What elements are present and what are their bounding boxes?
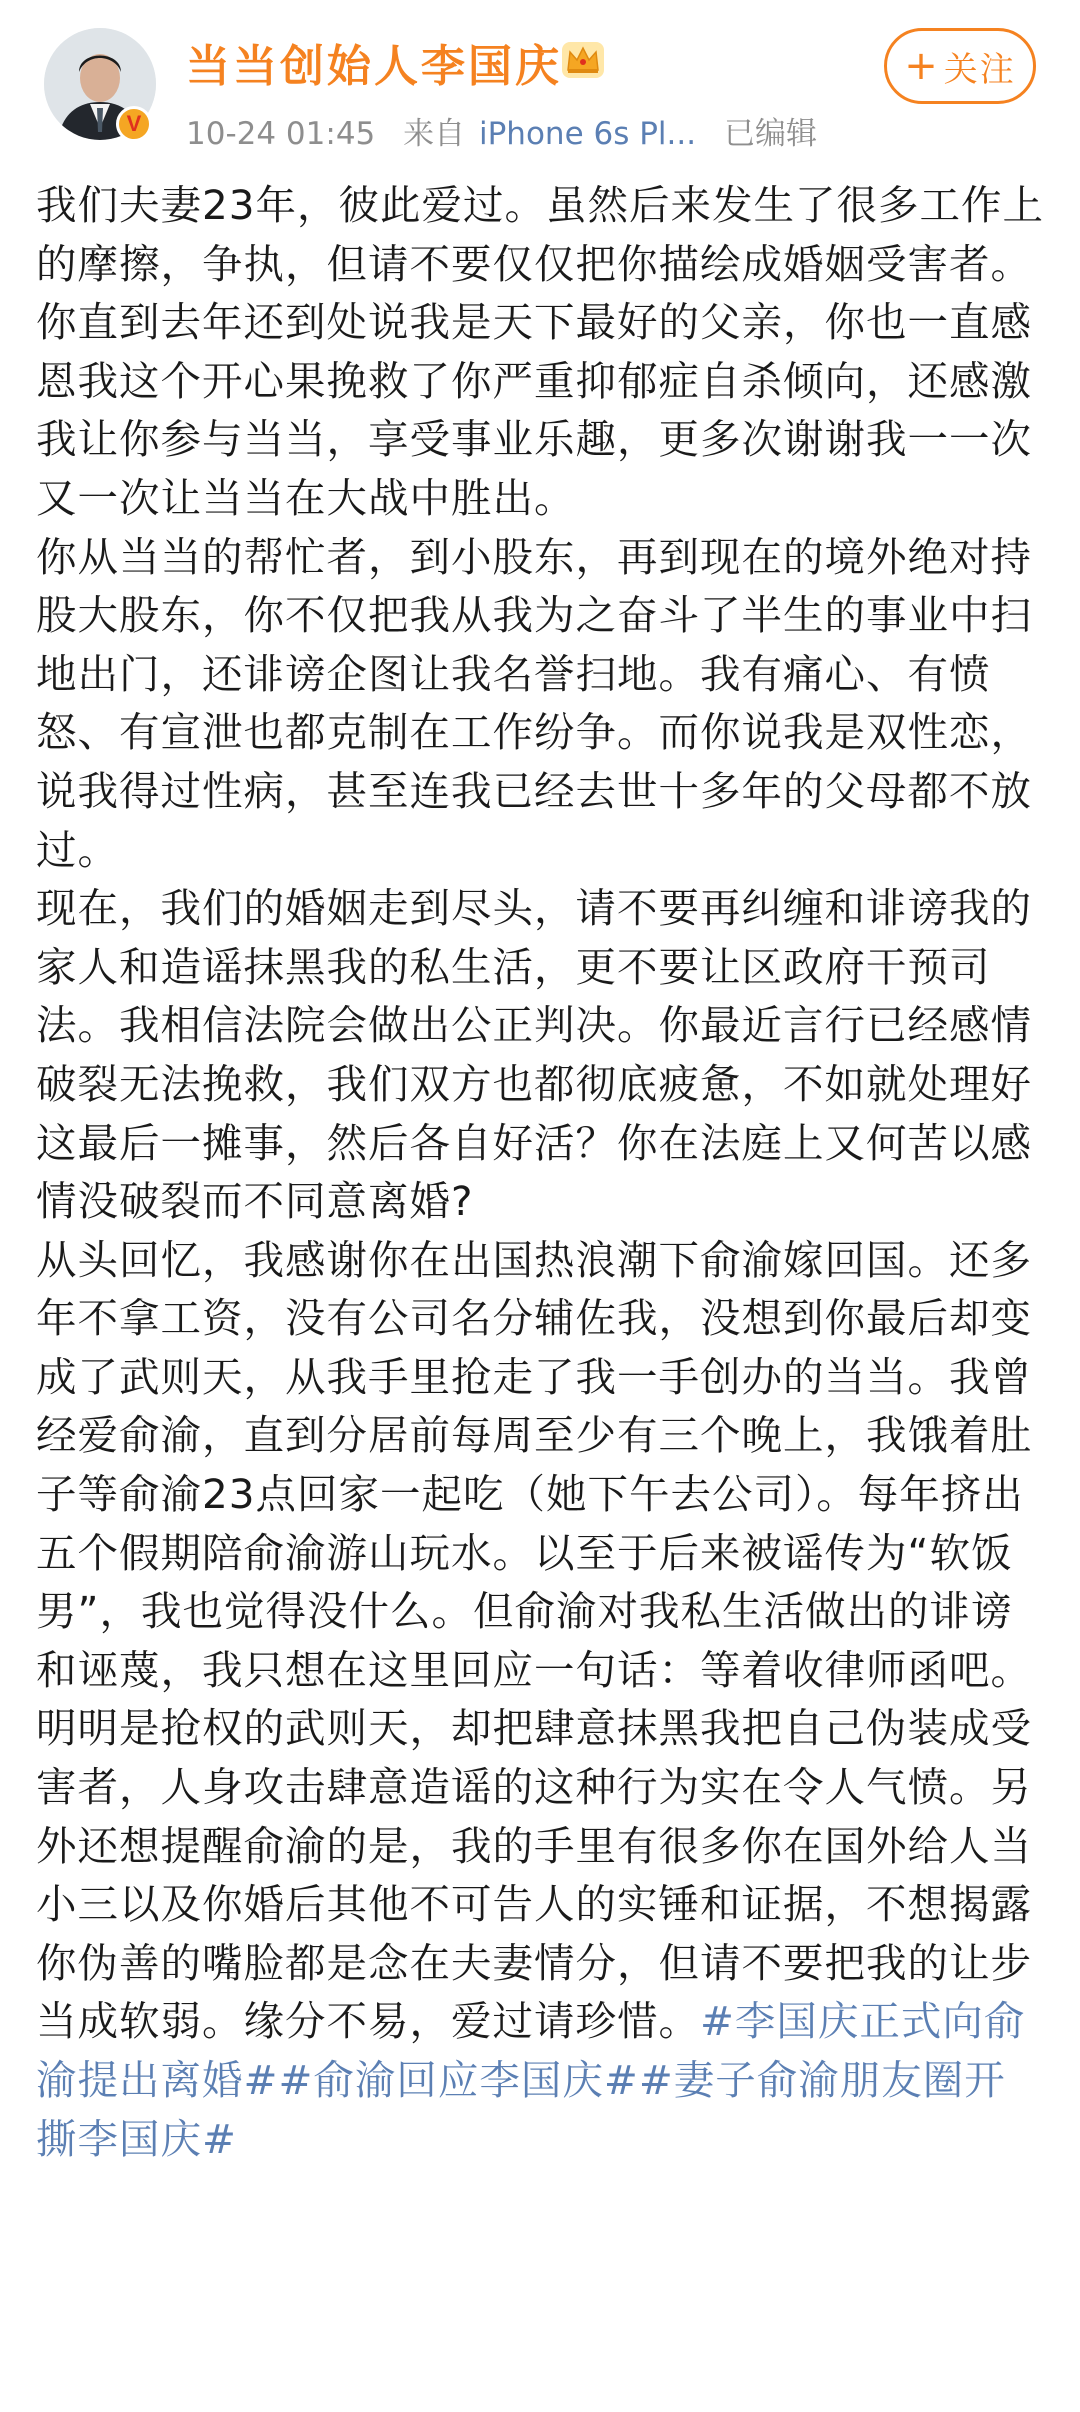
source-prefix: 来自 — [403, 116, 466, 152]
post-paragraph: 我们夫妻23年，彼此爱过。虽然后来发生了很多工作上的摩擦，争执，但请不要仅仅把你描绘成婚姻受害者。你直到去年还到处说我是天下最好的父亲，你也一直感恩我这个开心果挽救了你严重抑郁症自杀倾向，还感激我让你参与当当，享受事业乐趣，更多次谢谢我一一次又一次让当当在大战中胜出。 — [36, 181, 1045, 522]
plus-icon: + — [904, 43, 940, 89]
edited-label[interactable]: 已编辑 — [723, 116, 817, 152]
follow-label: 关注 — [943, 49, 1016, 90]
post-header — [0, 0, 1080, 165]
hashtag-link[interactable]: #妻子俞渝朋友圈开撕李国庆# — [36, 2056, 1006, 2163]
timestamp: 10-24 01:45 — [186, 116, 376, 152]
post-paragraph: 现在，我们的婚姻走到尽头，请不要再纠缠和诽谤我的家人和造谣抹黑我的私生活，更不要让区政府干预司法。我相信法院会做出公正判决。你最近言行已经感情破裂无法挽救，我们双方也都彻底疲惫，不如就处理好这最后一摊事，然后各自好活？你在法庭上又何苦以感情没破裂而不同意离婚? — [36, 884, 1032, 1226]
post-body — [36, 176, 1046, 2168]
post-paragraph: 你从当当的帮忙者，到小股东，再到现在的境外绝对持股大股东，你不仅把我从我为之奋斗了半生的事业中扫地出门，还诽谤企图让我名誉扫地。我有痛心、有愤怒、有宣泄也都克制在工作纷争。而你说我是双性恋，说我得过性病，甚至连我已经去世十多年的父母都不放过。 — [36, 532, 1032, 874]
hashtag-link[interactable]: #俞渝回应李国庆# — [278, 2056, 639, 2104]
hashtag-link[interactable]: #李国庆正式向俞渝提出离婚# — [36, 1997, 1026, 2104]
verified-v-icon: V — [116, 106, 152, 142]
post-meta — [186, 108, 835, 153]
follow-button[interactable] — [884, 28, 1036, 104]
post-paragraph: 从头回忆，我感谢你在出国热浪潮下俞渝嫁回国。还多年不拿工资，没有公司名分辅佐我，没想到你最后却变成了武则天，从我手里抢走了我一手创办的当当。我曾经爱俞渝，直到分居前每周至少有三个晚上，我饿着肚子等俞渝23点回家一起吃（她下午去公司）。每年挤出五个假期陪俞渝游山玩水。以至于后来被谣传为“软饭男”，我也觉得没什么。但俞渝对我私生活做出的诽谤和诬蔑，我只想在这里回应一句话：等着收律师函吧。 — [36, 1235, 1032, 1694]
post-paragraph-text: 明明是抢权的武则天，却把肆意抹黑我把自己伪装成受害者，人身攻击肆意造谣的这种行为实在令人气愤。另外还想提醒俞渝的是，我的手里有很多你在国外给人当小三以及你婚后其他不可告人的实锤和证据，不想揭露你伪善的嘴脸都是念在夫妻情分，但请不要把我的让步当成软弱。缘分不易，爱过请珍惜。 — [36, 1704, 1032, 2046]
post-paragraph-last — [36, 1699, 1046, 2168]
source-device-link[interactable]: iPhone 6s Pl... — [479, 116, 697, 152]
crown-icon[interactable] — [560, 38, 606, 80]
username[interactable]: 当当创始人李国庆 — [186, 41, 562, 92]
